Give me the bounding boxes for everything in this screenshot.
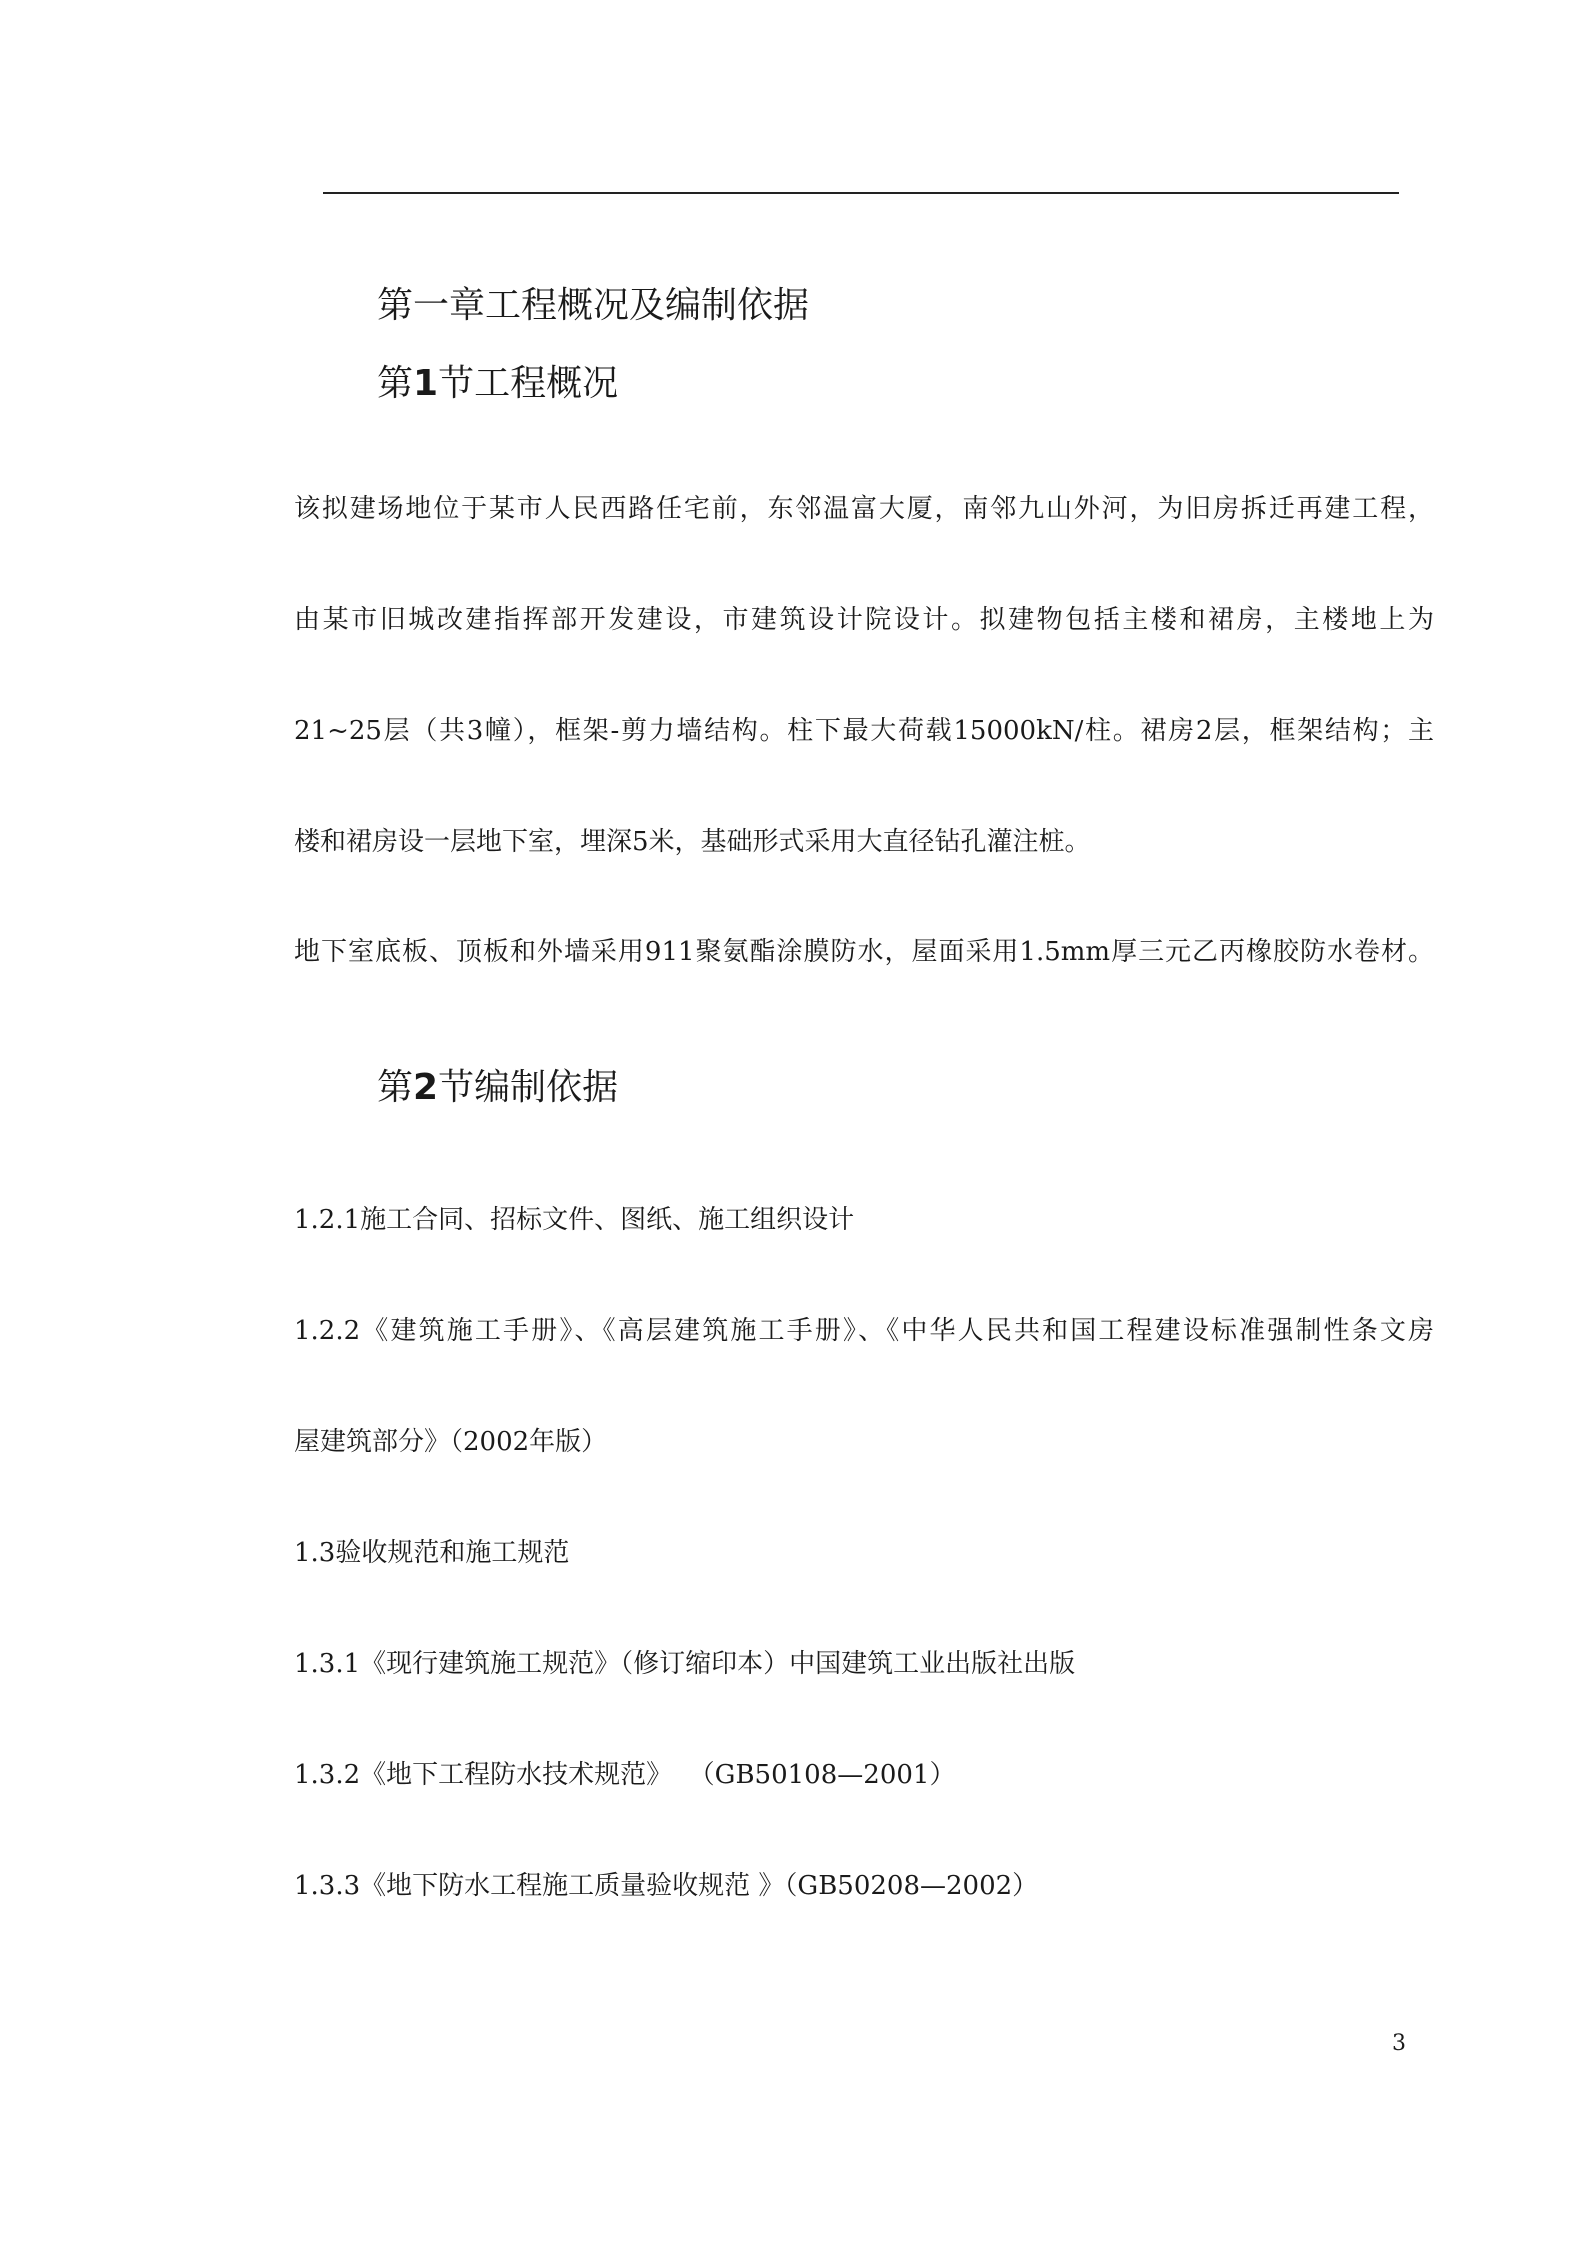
basis-item-1-2-2: 1.2.2《建筑施工手册》、《高层建筑施工手册》、《中华人民共和国工程建设标准强制性条文房 (294, 1316, 1434, 1346)
chapter-title: 第一章工程概况及编制依据 (377, 285, 810, 326)
section-1-title (377, 362, 618, 406)
overview-line-5: 地下室底板、顶板和外墙采用911聚氨酯涂膜防水，屋面采用1.5mm厚三元乙丙橡胶防水卷材。 (294, 937, 1434, 967)
section-2-number: 2 (413, 1067, 439, 1108)
basis-item-1-3: 1.3验收规范和施工规范 (294, 1538, 570, 1568)
section-1-number: 1 (413, 363, 439, 404)
basis-item-1-3-3: 1.3.3《地下防水工程施工质量验收规范 》（GB50208—2002） (294, 1871, 1039, 1901)
header-rule (323, 192, 1399, 194)
overview-line-2: 由某市旧城改建指挥部开发建设，市建筑设计院设计。拟建物包括主楼和裙房，主楼地上为 (294, 605, 1434, 635)
section-2-prefix: 第 (377, 1067, 414, 1108)
overview-line-1: 该拟建场地位于某市人民西路任宅前，东邻温富大厦，南邻九山外河，为旧房拆迁再建工程， (294, 494, 1434, 524)
basis-item-1-3-1: 1.3.1《现行建筑施工规范》（修订缩印本）中国建筑工业出版社出版 (294, 1649, 1076, 1679)
page-number: 3 (1392, 2031, 1406, 2056)
section-2-title (377, 1066, 618, 1110)
overview-line-3: 21~25层（共3幢），框架-剪力墙结构。柱下最大荷载15000kN/柱。裙房2层，框架结构；主 (294, 716, 1434, 746)
basis-item-1-3-2: 1.3.2《地下工程防水技术规范》 （GB50108—2001） (294, 1760, 956, 1790)
basis-item-1-2-2-cont: 屋建筑部分》（2002年版） (294, 1427, 608, 1457)
section-2-title-text: 节编制依据 (438, 1067, 619, 1108)
section-1-title-text: 节工程概况 (438, 363, 619, 404)
basis-item-1-2-1: 1.2.1施工合同、招标文件、图纸、施工组织设计 (294, 1205, 855, 1235)
overview-line-4: 楼和裙房设一层地下室，埋深5米，基础形式采用大直径钻孔灌注桩。 (294, 827, 1091, 857)
section-1-prefix: 第 (377, 363, 414, 404)
